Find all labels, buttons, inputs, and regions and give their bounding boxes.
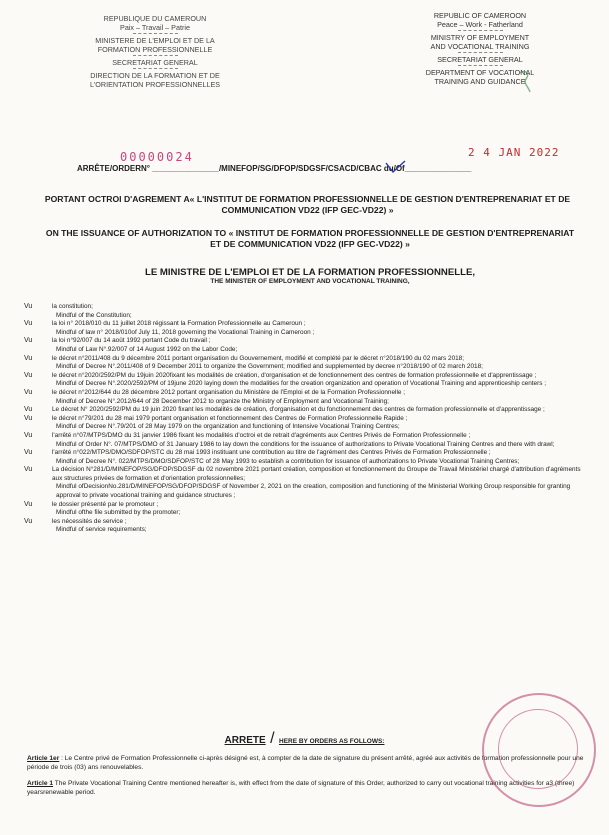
vu-label: Vu <box>24 431 33 439</box>
vu-item-french: l'arrêté n°07/MTPS/DMO du 31 janvier 1986 fixant les modalités d'octroi et de retrait d'agréments aux Centres Privés de Formation Professionnelle ; <box>52 431 471 439</box>
vu-item-english: Mindful of Order N°. 07/MTPS/DMO of 31 January 1986 to lay down the conditions for the issuance of authorizations to Private Vocational Training Centres and there with drawl; <box>56 440 555 448</box>
department-en-1: DEPARTMENT OF VOCATIONAL <box>425 68 535 77</box>
vu-item <box>22 518 592 535</box>
article-1-en-label: Article 1 <box>27 780 54 787</box>
arrete-heading: ARRETE / HERE BY ORDERS AS FOLLOWS: <box>224 730 385 747</box>
vu-item-french: la loi n° 2018/010 du 11 juillet 2018 régissant la Formation Professionnelle au Cameroun ; <box>52 320 306 328</box>
vu-label: Vu <box>24 517 33 525</box>
order-reference-line: ARRÊTE/ORDERN° _______________/MINEFOP/SG/DFOP/SDGSF/CSACD/CBAC du/Of_______________ <box>77 164 472 173</box>
vu-item-french: le décret n°2012/644 du 28 décembre 2012 portant organisation du Ministère de l'Emploi et de la Formation Professionnelle ; <box>52 388 405 396</box>
ministry-en-1: MINISTRY OF EMPLOYMENT <box>430 33 530 42</box>
country-name-en: REPUBLIC OF CAMEROON <box>433 11 527 20</box>
vu-item <box>22 501 592 518</box>
direction-fr-2: L'ORIENTATION PROFESSIONNELLES <box>89 80 221 89</box>
vu-item <box>22 406 592 415</box>
article-1-fr-text: : Le Centre privé de Formation Professionnelle ci-après désigné est, à compter de la date de signature du présent arrêté, agréé aux activités de formation professionnelle pour une période de trois (03) ans renouvelables. <box>27 755 584 771</box>
vu-item-english: Mindful of service requirements; <box>56 526 147 534</box>
vu-label: Vu <box>24 354 33 362</box>
vu-item-french: le décret n°2020/2592/PM du 19juin 2020fixant les modalités de création, d'organisation et de fonctionnement des centres de formation professionnelle et d'apprentissage ; <box>52 371 537 379</box>
vu-item-french: la constitution; <box>52 303 93 310</box>
vu-item-english: Mindful of the Constitution; <box>56 311 132 319</box>
vu-label: Vu <box>24 414 33 422</box>
official-seal-stamp <box>482 693 596 807</box>
secretariat-fr: SECRETARIAT GENERAL <box>112 58 198 67</box>
vu-item-english: Mindful of Decree N°.2020/2592/PM of 19june 2020 laying down the modalities for the creation organization and operation of Vocational Training and apprenticeship centers ; <box>56 380 546 388</box>
article-1-fr-label: Article 1er <box>27 755 60 762</box>
green-pen-mark-icon <box>518 70 532 94</box>
country-name-fr: REPUBLIQUE DU CAMEROUN <box>103 14 207 23</box>
minister-heading <box>40 267 580 286</box>
handwritten-checkmark-icon <box>385 160 407 174</box>
vu-item-english: Mindful of Decree N°.2011/408 of 9 December 2011 to organize the Government; modified and supplemented by decree n°2018/190 of 02 march 2018; <box>56 363 483 371</box>
vu-item-french: les nécessités de service ; <box>52 517 127 525</box>
vu-label: Vu <box>24 449 33 457</box>
header-right-english <box>380 11 580 86</box>
vu-item <box>22 337 592 354</box>
vu-item-french: le décret n°2011/408 du 9 décembre 2011 portant organisation du Gouvernement, modifié et complété par le décret n°2018/190 du 02 mars 2018; <box>52 354 465 362</box>
vu-label: Vu <box>24 466 33 474</box>
vu-item-french: Le décret N° 2020/2592/PM du 19 juin 2020 fixant les modalités de création, d'organisation et du fonctionnement des centres de formation professionnelle et d'apprentissage ; <box>52 406 545 414</box>
vu-item-french: l'arrêté n°022/MTPS/DMO/SDFOP/STC du 28 mai 1993 instituant une contribution au titre de l'agrément des Centres Privés de Formation Professionnelle ; <box>52 449 491 457</box>
vu-label: Vu <box>24 500 33 508</box>
arrete-sub-label: HERE BY ORDERS AS FOLLOWS: <box>279 738 385 745</box>
ministry-en-2: AND VOCATIONAL TRAINING <box>430 42 530 51</box>
title-french: PORTANT OCTROI D'AGREMENT A« L'INSTITUT DE FORMATION PROFESSIONNELLE DE GESTION D'ENTREPRENARIAT ET DE COMMUNICATION VD22 (IFP GEC-VD22) » <box>44 194 571 215</box>
header-left-french <box>60 14 250 89</box>
minister-heading-en: THE MINISTER OF EMPLOYMENT AND VOCATIONAL TRAINING, <box>210 278 410 285</box>
vu-label: Vu <box>24 406 33 414</box>
arrete-label: ARRETE <box>224 735 266 746</box>
vu-item-french: le dossier présenté par le promoteur ; <box>52 500 159 508</box>
order-number-stamp: 00000024 <box>120 150 194 164</box>
considerations-list <box>22 303 592 535</box>
vu-label: Vu <box>24 320 33 328</box>
vu-item-english: Mindful ofDecisionNo.281/D/MINEFOP/SG/DFOP/SDGSF of November 2, 2021 on the creation, composition and functioning of the Ministerial Working Group responsible for granting approval to private vocational training and guidance structures ; <box>56 483 571 500</box>
vu-item-english: Mindful of Decree N°.79/201 of 28 May 1979 on the organization and functioning of Intensive Vocational Training Centres; <box>56 423 400 431</box>
title-english: ON THE ISSUANCE OF AUTHORIZATION TO « INSTITUT DE FORMATION PROFESSIONNELLE DE GESTION D'ENTREPRENARIAT ET DE COMMUNICATION VD22 (IFP GEC-VD22) » <box>45 228 575 249</box>
vu-item <box>22 466 592 500</box>
vu-item <box>22 303 592 320</box>
vu-label: Vu <box>24 371 33 379</box>
vu-item <box>22 415 592 432</box>
vu-label: Vu <box>24 303 33 310</box>
vu-item-english: Mindful of Decree N°. 022/MTPS/DMO/SDFOP/STC of 28 May 1993 to establish a contribution for issuance of authorizations to Private Vocational Training Centres; <box>56 457 520 465</box>
minister-heading-fr: LE MINISTRE DE L'EMPLOI ET DE LA FORMATION PROFESSIONNELLE, <box>144 267 476 278</box>
motto-fr: Paix – Travail – Patrie <box>120 23 190 32</box>
vu-label: Vu <box>24 337 33 345</box>
vu-item <box>22 372 592 389</box>
vu-item <box>22 449 592 466</box>
article-1-en-text: The Private Vocational Training Centre mentioned hereafter is, with effect from the date of signature of this Order, authorized to carry out vocational training activities for a3 (three) yearsrenewable period. <box>27 780 575 796</box>
date-stamp: 2 4 JAN 2022 <box>468 146 560 159</box>
vu-item-english: Mindful of law n° 2018/010of July 11, 2018 governing the Vocational Training in Cameroon ; <box>56 328 315 336</box>
ministry-fr-2: FORMATION PROFESSIONNELLE <box>97 45 213 54</box>
vu-item-english: Mindful of Law N°.92/007 of 14 August 1992 on the Labor Code; <box>56 345 238 353</box>
vu-item <box>22 389 592 406</box>
vu-item-english: Mindful of Decree N°.2012/644 of 28 December 2012 to organize the Ministry of Employment and Vocational Training; <box>56 397 389 405</box>
reference-row <box>0 146 609 176</box>
vu-item <box>22 320 592 337</box>
ministry-fr-1: MINISTERE DE L'EMPLOI ET DE LA <box>95 36 215 45</box>
direction-fr-1: DIRECTION DE LA FORMATION ET DE <box>90 71 220 80</box>
vu-item-french: La décision N°281/D/MINEFOP/SG/DFOP/SDGSF du 02 novembre 2021 portant création, composition et fonctionnement du Groupe de Travail Ministériel chargé d'attribution d'agréments aux structures privées de formation et d'orientation professionnelles; <box>52 466 581 482</box>
vu-item-english: Mindful ofthe file submitted by the promoter; <box>56 509 181 517</box>
vu-label: Vu <box>24 388 33 396</box>
secretariat-en: SECRETARIAT GENERAL <box>437 55 523 64</box>
vu-item-french: le décret n°79/201 du 28 mai 1979 portant organisation et fonctionnement des Centres de Formation Professionnelle Rapide ; <box>52 414 408 422</box>
motto-en: Peace – Work - Fatherland <box>437 20 523 29</box>
vu-item-french: la loi n°92/007 du 14 août 1992 portant Code du travail ; <box>52 337 211 345</box>
department-en-2: TRAINING AND GUIDANCE <box>434 77 526 86</box>
vu-item <box>22 355 592 372</box>
vu-item <box>22 432 592 449</box>
